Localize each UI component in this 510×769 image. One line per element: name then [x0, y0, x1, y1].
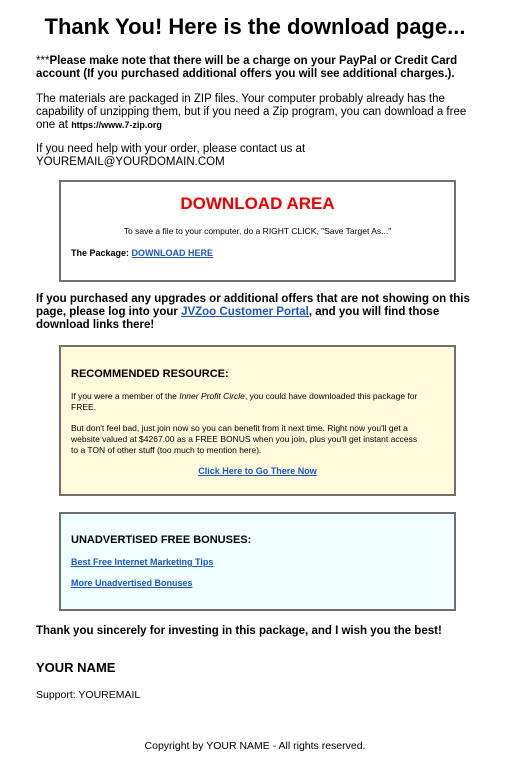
bonus-link-more-bonuses[interactable]: More Unadvertised Bonuses: [71, 578, 193, 588]
p1-emphasis: Inner Profit Circle: [179, 391, 245, 401]
package-row: [71, 248, 213, 258]
upgrades-text-before: If you purchased any upgrades or additional offers that are not showing on this page, please log into your: [36, 293, 470, 318]
go-there-now-link[interactable]: Click Here to Go There Now: [198, 466, 317, 476]
notice-text: Please make note that there will be a charge on your PayPal or Credit Card account (If you purchased additional offers you will see additional charges.).: [36, 55, 458, 80]
copyright-footer: Copyright by YOUR NAME - All rights reserved.: [144, 740, 366, 752]
page-title: Thank You! Here is the download page...: [44, 14, 466, 39]
zip-url: https://www.7-zip.org: [71, 120, 162, 130]
help-text: If you need help with your order, please contact us at: [36, 143, 306, 155]
download-area-title: DOWNLOAD AREA: [180, 194, 335, 213]
upgrades-notice: [36, 293, 480, 332]
author-name: YOUR NAME: [36, 660, 116, 675]
charge-notice: [36, 55, 480, 81]
thank-you-message: Thank you sincerely for investing in this package, and I wish you the best!: [36, 625, 442, 637]
p1-after: , you could have downloaded this package for FREE.: [71, 391, 418, 412]
recommended-paragraph-1: [71, 391, 421, 413]
zip-info-text: The materials are packaged in ZIP files. Your computer probably already has the capability of unzipping them, but if you need a Zip program, you can download a free one at: [36, 93, 467, 131]
recommended-link-row: [61, 466, 454, 476]
bonus-link-row-2: [71, 578, 193, 588]
recommended-resource-box: [59, 345, 456, 496]
download-here-link[interactable]: DOWNLOAD HERE: [131, 248, 214, 258]
recommended-heading: RECOMMENDED RESOURCE:: [71, 368, 229, 380]
support-contact: Support: YOUREMAIL: [36, 689, 141, 701]
bonus-link-row-1: [71, 557, 213, 567]
bonuses-heading: UNADVERTISED FREE BONUSES:: [71, 534, 252, 546]
save-instruction: To save a file to your computer, do a RIGHT CLICK, "Save Target As...": [123, 226, 392, 236]
bonus-link-marketing-tips[interactable]: Best Free Internet Marketing Tips: [71, 557, 214, 567]
download-area-box: [59, 180, 456, 282]
recommended-paragraph-2: But don't feel bad, just join now so you can benefit from it next time. Right now you'll get a website valued at $4267.00 as a FREE BONUS when you join, plus you'll get instant access to a TON of other stuff (too much to mention here).: [71, 423, 418, 455]
jvzoo-portal-link[interactable]: JVZoo Customer Portal: [181, 306, 309, 318]
zip-info: [36, 93, 480, 132]
help-email: YOUREMAIL@YOURDOMAIN.COM: [36, 156, 225, 168]
help-info: [36, 143, 480, 169]
p1-before: If you were a member of the: [71, 391, 177, 401]
notice-prefix: ***: [36, 55, 50, 67]
free-bonuses-box: [59, 512, 456, 611]
package-label: The Package:: [71, 248, 130, 258]
upgrades-text-after: , and you will find those download links there!: [36, 306, 440, 331]
